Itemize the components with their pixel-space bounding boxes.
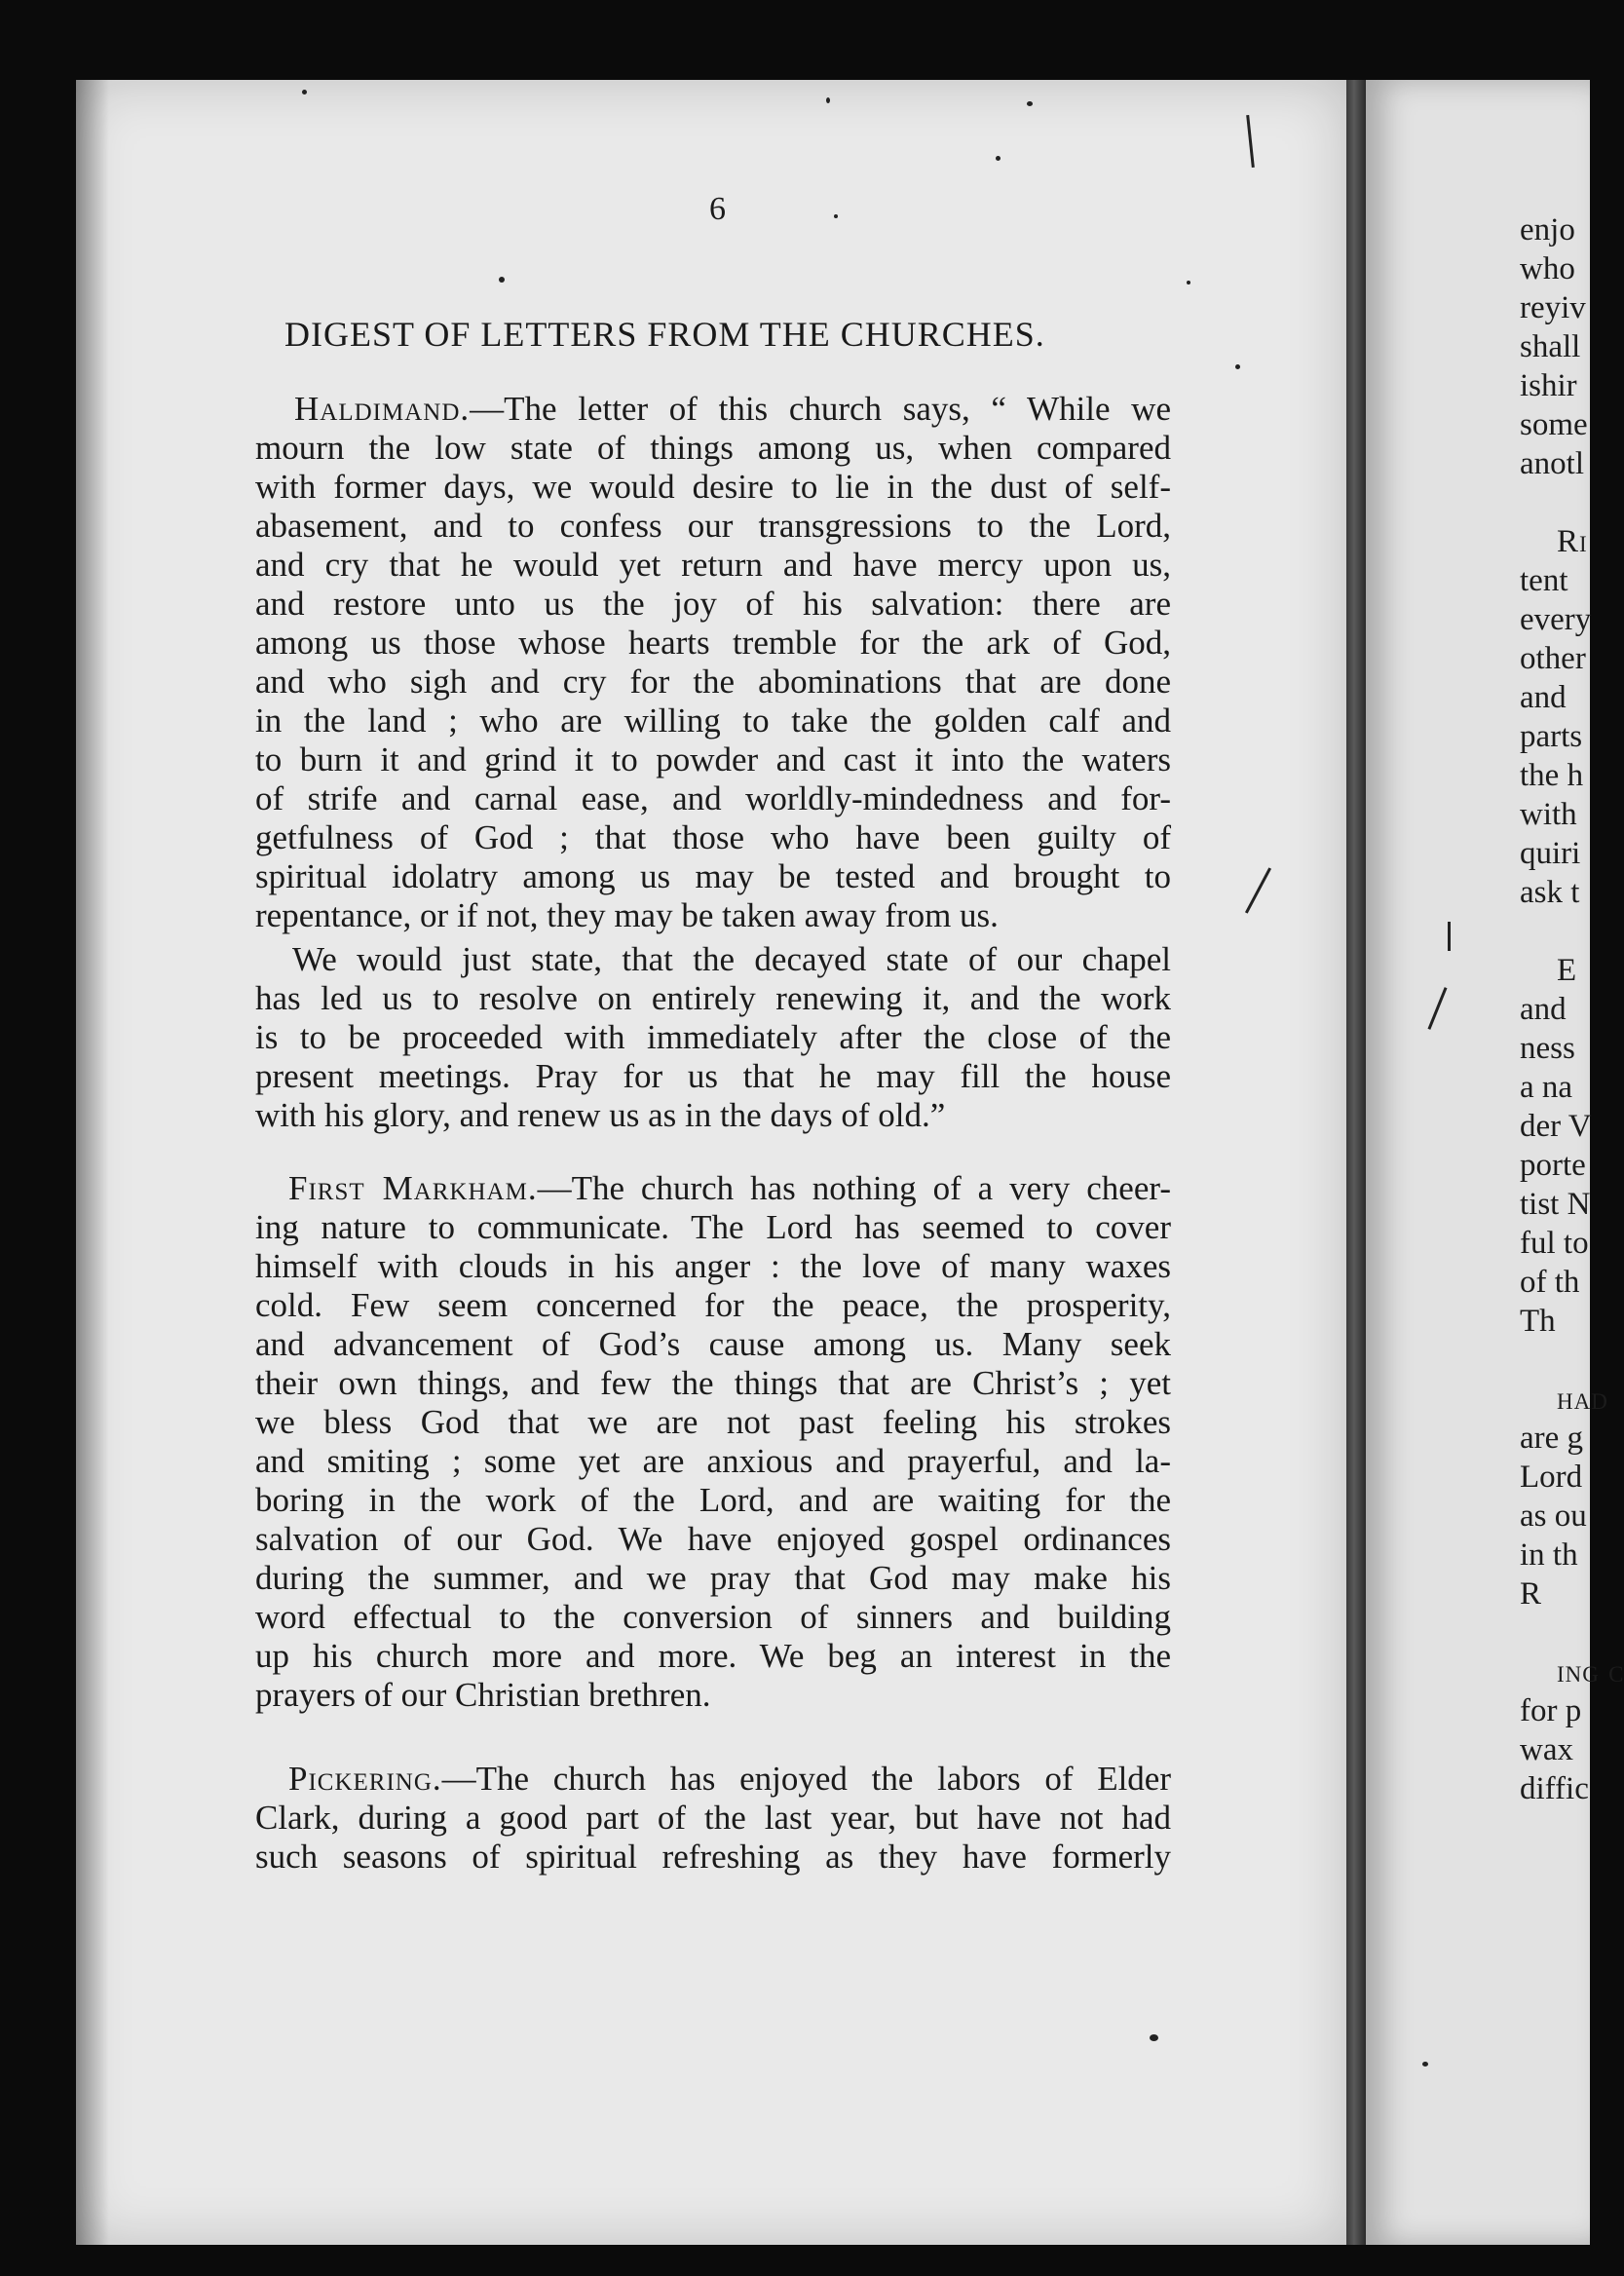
- right-page-fragment: diffic: [1520, 1771, 1589, 1806]
- right-page-fragment: had: [1557, 1382, 1608, 1417]
- paragraph-line: getfulness of God ; that those who have been guilty of: [255, 818, 1171, 856]
- paragraph-line: and advancement of God’s cause among us. Many seek: [255, 1325, 1171, 1363]
- paragraph-line: up his church more and more. We beg an interest in the: [255, 1637, 1171, 1675]
- right-page-fragment: tent: [1520, 563, 1568, 598]
- right-page-fragment: and: [1520, 992, 1567, 1027]
- paragraph-line: ing nature to communicate. The Lord has seemed to cover: [255, 1208, 1171, 1246]
- paragraph-line: and cry that he would yet return and have mercy upon us,: [255, 546, 1171, 584]
- right-page-fragment: Th: [1520, 1304, 1556, 1339]
- right-page-fragment: in th: [1520, 1537, 1578, 1573]
- pencil-mark: [1448, 922, 1451, 951]
- book-spine: [1346, 80, 1366, 2245]
- right-page-fragment: some: [1520, 407, 1588, 442]
- paragraph-line: and who sigh and cry for the abominations that are done: [255, 663, 1171, 701]
- paragraph-line: salvation of our God. We have enjoyed gospel ordinances: [255, 1520, 1171, 1558]
- right-page-fragment: parts: [1520, 719, 1583, 754]
- right-page-fragment: E: [1557, 953, 1578, 988]
- paragraph-line: with former days, we would desire to lie in the dust of self-: [255, 468, 1171, 506]
- right-page-fragment: ness: [1520, 1031, 1575, 1066]
- paragraph-line: of strife and carnal ease, and worldly-mindedness and for-: [255, 779, 1171, 817]
- paragraph-line: has led us to resolve on entirely renewing it, and the work: [255, 979, 1171, 1017]
- right-page-fragment: and: [1520, 680, 1567, 715]
- paragraph-line: mourn the low state of things among us, when compared: [255, 429, 1171, 467]
- right-page-fragment: as ou: [1520, 1498, 1587, 1534]
- right-page-fragment: the h: [1520, 758, 1584, 793]
- right-page-fragment: reyiv: [1520, 290, 1586, 325]
- right-page-fragment: ing c: [1557, 1654, 1624, 1689]
- right-page-fragment: enjo: [1520, 212, 1575, 247]
- right-page-fragment: with: [1520, 797, 1577, 832]
- scan-speck: [1422, 2062, 1428, 2067]
- paragraph-line: word effectual to the conversion of sinners and building: [255, 1598, 1171, 1636]
- right-page-fragment: der V: [1520, 1109, 1592, 1144]
- paragraph-line: present meetings. Pray for us that he may fill the house: [255, 1057, 1171, 1095]
- scan-speck: [826, 97, 830, 103]
- paragraph-line: their own things, and few the things that are Christ’s ; yet: [255, 1364, 1171, 1402]
- scan-speck: [1150, 2034, 1158, 2041]
- right-page-fragment: porte: [1520, 1148, 1586, 1183]
- right-page-fragment: a na: [1520, 1070, 1573, 1105]
- right-page-fragment: anotl: [1520, 446, 1584, 481]
- scan-speck: [996, 156, 1001, 161]
- paragraph-line: during the summer, and we pray that God may make his: [255, 1559, 1171, 1597]
- church-name-haldimand: Haldimand.: [294, 390, 471, 428]
- page-heading: DIGEST OF LETTERS FROM THE CHURCHES.: [284, 315, 1045, 354]
- paragraph-line: repentance, or if not, they may be taken away from us.: [255, 896, 999, 934]
- right-page-fragment: Lord: [1520, 1460, 1583, 1495]
- paragraph-line: prayers of our Christian brethren.: [255, 1676, 711, 1714]
- paragraph-line: spiritual idolatry among us may be tested and brought to: [255, 857, 1171, 895]
- page-number: 6: [709, 191, 726, 227]
- scan-speck: [1027, 101, 1033, 106]
- right-page-fragment: ishir: [1520, 368, 1577, 403]
- right-page-fragment: wax: [1520, 1732, 1573, 1767]
- right-page-fragment: every: [1520, 602, 1592, 637]
- paragraph-line: we bless God that we are not past feeling his strokes: [255, 1403, 1171, 1441]
- scan-speck: [302, 90, 307, 95]
- right-page-fragment: shall: [1520, 329, 1581, 364]
- paragraph-line: abasement, and to confess our transgressions to the Lord,: [255, 507, 1171, 545]
- right-page-fragment: who: [1520, 251, 1575, 286]
- paragraph-line: to burn it and grind it to powder and cast it into the waters: [255, 740, 1171, 778]
- paragraph-line: First Markham.—The church has nothing of a very cheer-: [288, 1169, 1171, 1207]
- scan-speck: [1235, 364, 1240, 369]
- paragraph-line: is to be proceeded with immediately after the close of the: [255, 1018, 1171, 1056]
- scan-speck: [499, 277, 505, 283]
- church-name-first-markham: First Markham.: [288, 1169, 538, 1207]
- right-page-fragment: of th: [1520, 1265, 1580, 1300]
- paragraph-line: Clark, during a good part of the last year, but have not had: [255, 1799, 1171, 1837]
- right-page-fragment: other: [1520, 641, 1586, 676]
- paragraph-line: cold. Few seem concerned for the peace, the prosperity,: [255, 1286, 1171, 1324]
- paragraph-line: such seasons of spiritual refreshing as they have formerly: [255, 1838, 1171, 1876]
- scan-speck: [834, 214, 838, 218]
- paragraph-line: among us those whose hearts tremble for the ark of God,: [255, 624, 1171, 662]
- church-name-pickering: Pickering.: [288, 1760, 442, 1798]
- paragraph-line: boring in the work of the Lord, and are waiting for the: [255, 1481, 1171, 1519]
- paragraph-line: and smiting ; some yet are anxious and prayerful, and la-: [255, 1442, 1171, 1480]
- paragraph-line: himself with clouds in his anger : the love of many waxes: [255, 1247, 1171, 1285]
- right-page-fragment: tist N: [1520, 1187, 1591, 1222]
- right-page-fragment: ask t: [1520, 875, 1580, 910]
- paragraph-line: in the land ; who are willing to take the golden calf and: [255, 702, 1171, 740]
- right-page-fragment: ful to: [1520, 1226, 1589, 1261]
- scan-speck: [1187, 281, 1190, 284]
- paragraph-line: We would just state, that the decayed state of our chapel: [292, 940, 1171, 978]
- right-page-fragment: quiri: [1520, 836, 1581, 871]
- paragraph-line: and restore unto us the joy of his salvation: there are: [255, 585, 1171, 623]
- paragraph-line: with his glory, and renew us as in the days of old.”: [255, 1096, 946, 1134]
- right-page-fragment: are g: [1520, 1421, 1584, 1456]
- paragraph-line: Pickering.—The church has enjoyed the labors of Elder: [288, 1760, 1171, 1798]
- right-page-fragment: for p: [1520, 1693, 1582, 1728]
- paragraph-line: Haldimand.—The letter of this church says, “ While we: [294, 390, 1171, 428]
- right-page-fragment: R: [1520, 1576, 1542, 1612]
- right-page-fragment: Ri: [1557, 524, 1588, 559]
